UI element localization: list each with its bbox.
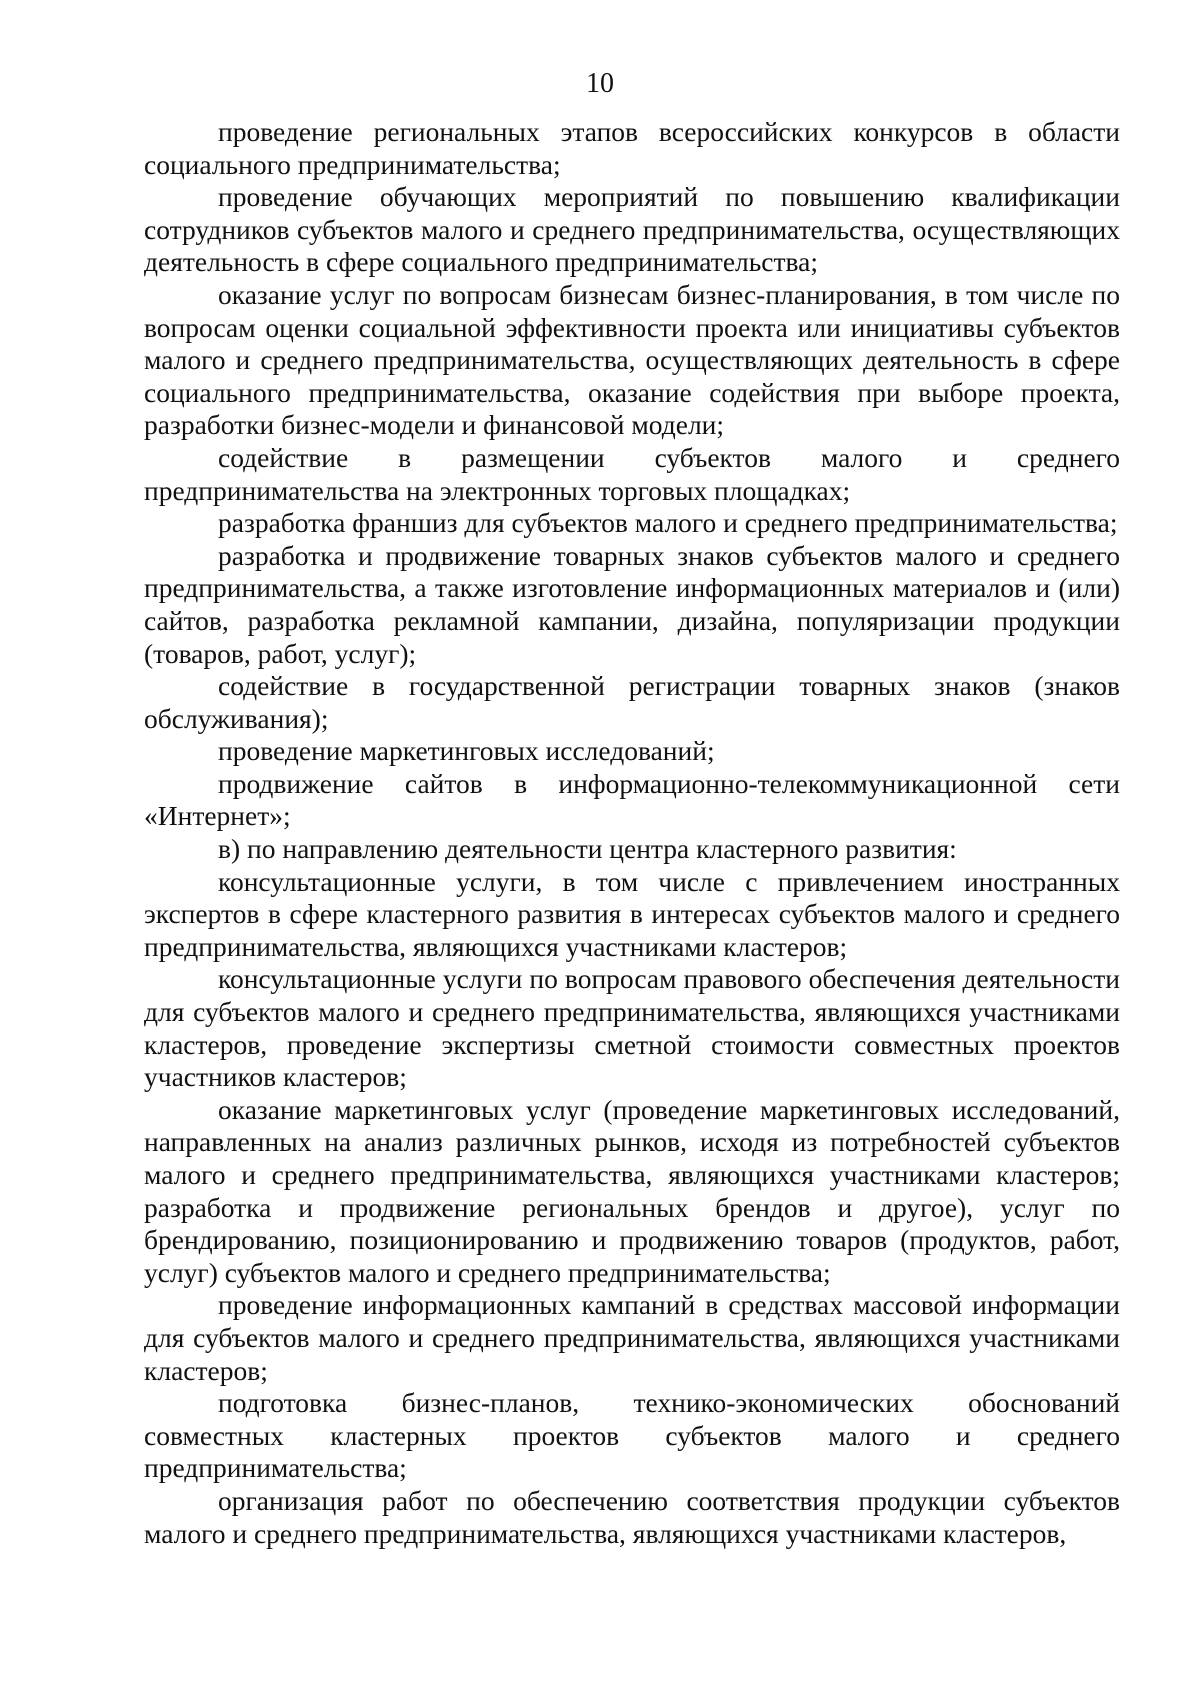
paragraph: оказание маркетинговых услуг (проведение маркетинговых исследований, направленных на анализ различных рынков, исходя из потребностей субъектов малого и среднего предпринимательства, являющихся участниками кластеров; разработка и продвижение региональных брендов и другое), услуг по брендированию, позиционированию и продвижению товаров (продуктов, работ, услуг) субъектов малого и среднего предпринимательства;	[144, 1093, 1120, 1288]
paragraph: консультационные услуги, в том числе с привлечением иностранных экспертов в сфере кластерного развития в интересах субъектов малого и среднего предпринимательства, являющихся участниками кластеров;	[144, 865, 1120, 962]
paragraph: продвижение сайтов в информационно-телекоммуникационной сети «Интернет»;	[144, 767, 1120, 832]
paragraph: проведение информационных кампаний в средствах массовой информации для субъектов малого и среднего предпринимательства, являющихся участниками кластеров;	[144, 1289, 1120, 1386]
paragraph: в) по направлению деятельности центра кластерного развития:	[218, 833, 957, 865]
page-number: 10	[586, 68, 614, 99]
paragraph: проведение региональных этапов всероссийских конкурсов в области социального предпринимательства;	[144, 116, 1120, 180]
paragraph: проведение маркетинговых исследований;	[218, 735, 715, 767]
paragraph: консультационные услуги по вопросам правового обеспечения деятельности для субъектов малого и среднего предпринимательства, являющихся участниками кластеров, проведение экспертизы сметной стоимости совместных проектов участников кластеров;	[144, 963, 1120, 1093]
paragraph: разработка франшиз для субъектов малого и среднего предпринимательства;	[218, 507, 1118, 539]
paragraph: содействие в размещении субъектов малого и среднего предпринимательства на электронных торговых площадках;	[144, 441, 1120, 506]
paragraph: оказание услуг по вопросам бизнесам бизнес-планирования, в том числе по вопросам оценки социальной эффективности проекта или инициативы субъектов малого и среднего предпринимательства, осуществляющих деятельность в сфере социального предпринимательства, оказание содействия при выборе проекта, разработки бизнес-модели и финансовой модели;	[144, 278, 1120, 441]
document-body	[144, 116, 1120, 1550]
paragraph: содействие в государственной регистрации товарных знаков (знаков обслуживания);	[144, 670, 1120, 734]
paragraph: организация работ по обеспечению соответствия продукции субъектов малого и среднего предпринимательства, являющихся участниками кластеров,	[144, 1484, 1120, 1549]
paragraph: проведение обучающих мероприятий по повышению квалификации сотрудников субъектов малого и среднего предпринимательства, осуществляющих деятельность в сфере социального предпринимательства;	[144, 181, 1120, 278]
paragraph: подготовка бизнес-планов, технико-экономических обоснований совместных кластерных проектов субъектов малого и среднего предпринимательства;	[144, 1387, 1120, 1484]
paragraph: разработка и продвижение товарных знаков субъектов малого и среднего предпринимательства, а также изготовление информационных материалов и (или) сайтов, разработка рекламной кампании, дизайна, популяризации продукции (товаров, работ, услуг);	[144, 539, 1120, 669]
